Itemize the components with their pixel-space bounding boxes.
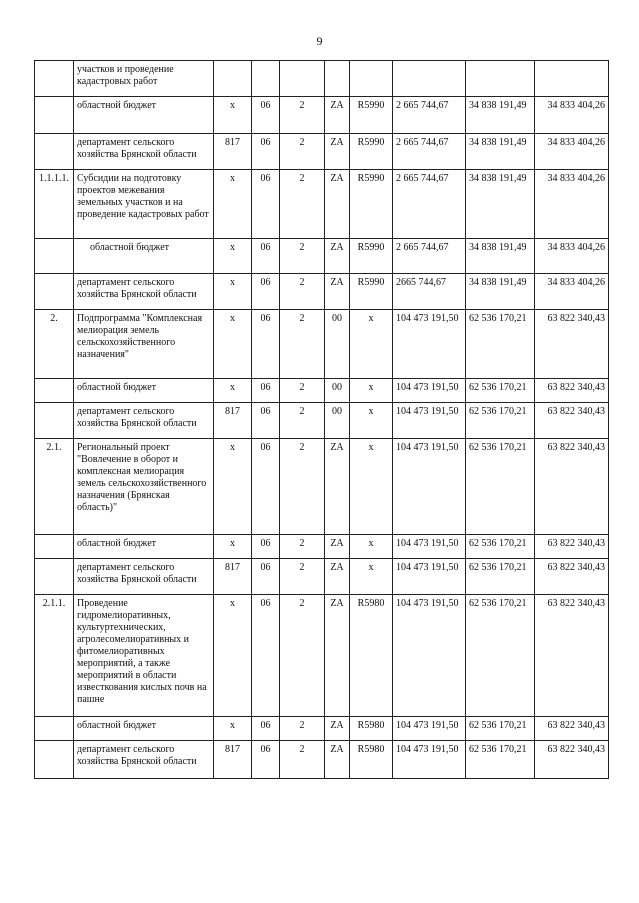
amount-cell-1 xyxy=(393,61,466,97)
amount-cell-2: 62 536 170,21 xyxy=(466,403,535,439)
code-cell-a xyxy=(214,61,252,97)
code-cell-a: x xyxy=(214,535,252,559)
row-number-cell xyxy=(35,717,74,741)
amount-cell-2: 34 838 191,49 xyxy=(466,239,535,274)
row-name-cell: департамент сельского хозяйства Брянской области xyxy=(74,403,214,439)
code-cell-e: x xyxy=(350,379,393,403)
amount-cell-3: 63 822 340,43 xyxy=(535,310,609,379)
code-cell-c: 2 xyxy=(280,741,325,779)
code-cell-d: 00 xyxy=(325,310,350,379)
amount-cell-3: 63 822 340,43 xyxy=(535,379,609,403)
amount-cell-1: 2 665 744,67 xyxy=(393,134,466,170)
code-cell-b: 06 xyxy=(252,439,280,535)
amount-cell-3: 34 833 404,26 xyxy=(535,134,609,170)
code-cell-b: 06 xyxy=(252,741,280,779)
code-cell-e: x xyxy=(350,535,393,559)
code-cell-d: ZA xyxy=(325,741,350,779)
table-row xyxy=(35,134,609,170)
row-number-cell xyxy=(35,379,74,403)
code-cell-a: x xyxy=(214,717,252,741)
code-cell-b: 06 xyxy=(252,239,280,274)
code-cell-a: x xyxy=(214,239,252,274)
amount-cell-2: 62 536 170,21 xyxy=(466,439,535,535)
table-row xyxy=(35,310,609,379)
code-cell-a: x xyxy=(214,595,252,717)
table-row xyxy=(35,741,609,779)
amount-cell-2 xyxy=(466,61,535,97)
code-cell-d: ZA xyxy=(325,170,350,239)
amount-cell-2: 62 536 170,21 xyxy=(466,310,535,379)
amount-cell-1: 104 473 191,50 xyxy=(393,535,466,559)
amount-cell-2: 62 536 170,21 xyxy=(466,595,535,717)
row-name-cell: областной бюджет xyxy=(74,535,214,559)
row-number-cell xyxy=(35,239,74,274)
code-cell-a: 817 xyxy=(214,741,252,779)
code-cell-d: ZA xyxy=(325,134,350,170)
amount-cell-1: 104 473 191,50 xyxy=(393,379,466,403)
row-name-cell: областной бюджет xyxy=(74,379,214,403)
amount-cell-3: 34 833 404,26 xyxy=(535,239,609,274)
row-name-cell: Подпрограмма "Комплексная мелиорация земель сельскохозяйственного назначения" xyxy=(74,310,214,379)
code-cell-a: x xyxy=(214,439,252,535)
row-name-cell: департамент сельского хозяйства Брянской области xyxy=(74,559,214,595)
row-number-cell: 2.1.1. xyxy=(35,595,74,717)
budget-table xyxy=(34,60,609,779)
code-cell-e: R5990 xyxy=(350,274,393,310)
code-cell-b: 06 xyxy=(252,170,280,239)
table-row xyxy=(35,595,609,717)
code-cell-d: ZA xyxy=(325,535,350,559)
code-cell-d: 00 xyxy=(325,403,350,439)
table-row xyxy=(35,239,609,274)
amount-cell-3: 63 822 340,43 xyxy=(535,595,609,717)
row-name-cell: департамент сельского хозяйства Брянской области xyxy=(74,741,214,779)
code-cell-b: 06 xyxy=(252,310,280,379)
amount-cell-3: 63 822 340,43 xyxy=(535,559,609,595)
table-row xyxy=(35,379,609,403)
amount-cell-1: 104 473 191,50 xyxy=(393,559,466,595)
amount-cell-3: 34 833 404,26 xyxy=(535,97,609,134)
code-cell-b: 06 xyxy=(252,403,280,439)
table-row xyxy=(35,97,609,134)
amount-cell-1: 2 665 744,67 xyxy=(393,97,466,134)
page-number: 9 xyxy=(316,34,323,48)
code-cell-a: 817 xyxy=(214,559,252,595)
code-cell-d: ZA xyxy=(325,439,350,535)
code-cell-e: x xyxy=(350,439,393,535)
row-name-cell: участков и проведение кадастровых работ xyxy=(74,61,214,97)
amount-cell-2: 62 536 170,21 xyxy=(466,741,535,779)
row-number-cell xyxy=(35,741,74,779)
amount-cell-3 xyxy=(535,61,609,97)
code-cell-c: 2 xyxy=(280,134,325,170)
row-name-cell: областной бюджет xyxy=(74,717,214,741)
amount-cell-2: 62 536 170,21 xyxy=(466,559,535,595)
row-number-cell xyxy=(35,61,74,97)
amount-cell-2: 62 536 170,21 xyxy=(466,717,535,741)
code-cell-c: 2 xyxy=(280,239,325,274)
code-cell-e xyxy=(350,61,393,97)
code-cell-c xyxy=(280,61,325,97)
amount-cell-3: 34 833 404,26 xyxy=(535,274,609,310)
row-name-cell: Проведение гидромелиоративных, культуртехнических, агролесомелиоративных и фитомелиоративных мероприятий, а также мероприятий в области известкования кислых почв на пашне xyxy=(74,595,214,717)
code-cell-c: 2 xyxy=(280,310,325,379)
row-number-cell xyxy=(35,559,74,595)
amount-cell-3: 63 822 340,43 xyxy=(535,403,609,439)
amount-cell-2: 62 536 170,21 xyxy=(466,379,535,403)
code-cell-d xyxy=(325,61,350,97)
code-cell-c: 2 xyxy=(280,274,325,310)
code-cell-e: R5980 xyxy=(350,595,393,717)
code-cell-b: 06 xyxy=(252,717,280,741)
amount-cell-3: 63 822 340,43 xyxy=(535,741,609,779)
amount-cell-1: 104 473 191,50 xyxy=(393,595,466,717)
code-cell-a: 817 xyxy=(214,403,252,439)
code-cell-c: 2 xyxy=(280,535,325,559)
row-number-cell xyxy=(35,134,74,170)
code-cell-a: x xyxy=(214,310,252,379)
amount-cell-1: 104 473 191,50 xyxy=(393,439,466,535)
amount-cell-2: 34 838 191,49 xyxy=(466,274,535,310)
table-row xyxy=(35,717,609,741)
table-row xyxy=(35,403,609,439)
code-cell-d: ZA xyxy=(325,97,350,134)
code-cell-b: 06 xyxy=(252,379,280,403)
code-cell-c: 2 xyxy=(280,717,325,741)
code-cell-b xyxy=(252,61,280,97)
amount-cell-3: 63 822 340,43 xyxy=(535,717,609,741)
amount-cell-2: 62 536 170,21 xyxy=(466,535,535,559)
row-number-cell: 2. xyxy=(35,310,74,379)
amount-cell-1: 104 473 191,50 xyxy=(393,717,466,741)
amount-cell-1: 104 473 191,50 xyxy=(393,310,466,379)
row-name-cell: Региональный проект "Вовлечение в оборот и комплексная мелиорация земель сельскохозяйственного назначения (Брянская область)" xyxy=(74,439,214,535)
amount-cell-3: 34 833 404,26 xyxy=(535,170,609,239)
code-cell-d: ZA xyxy=(325,559,350,595)
amount-cell-2: 34 838 191,49 xyxy=(466,97,535,134)
code-cell-a: x xyxy=(214,379,252,403)
code-cell-a: x xyxy=(214,274,252,310)
code-cell-c: 2 xyxy=(280,439,325,535)
code-cell-a: x xyxy=(214,170,252,239)
table-row xyxy=(35,535,609,559)
code-cell-e: x xyxy=(350,559,393,595)
table-row xyxy=(35,439,609,535)
amount-cell-1: 2665 744,67 xyxy=(393,274,466,310)
row-name-cell: областной бюджет xyxy=(74,97,214,134)
table-row xyxy=(35,274,609,310)
code-cell-e: R5980 xyxy=(350,741,393,779)
row-number-cell xyxy=(35,274,74,310)
row-number-cell: 1.1.1.1. xyxy=(35,170,74,239)
code-cell-e: R5990 xyxy=(350,239,393,274)
code-cell-c: 2 xyxy=(280,170,325,239)
table-row xyxy=(35,559,609,595)
row-number-cell xyxy=(35,403,74,439)
code-cell-a: x xyxy=(214,97,252,134)
amount-cell-3: 63 822 340,43 xyxy=(535,439,609,535)
code-cell-d: ZA xyxy=(325,717,350,741)
row-name-cell: департамент сельского хозяйства Брянской области xyxy=(74,134,214,170)
code-cell-e: R5980 xyxy=(350,717,393,741)
code-cell-c: 2 xyxy=(280,403,325,439)
amount-cell-1: 104 473 191,50 xyxy=(393,741,466,779)
code-cell-e: R5990 xyxy=(350,97,393,134)
row-name-cell: Субсидии на подготовку проектов межевания земельных участков и на проведение кадастровых работ xyxy=(74,170,214,239)
amount-cell-3: 63 822 340,43 xyxy=(535,535,609,559)
code-cell-e: x xyxy=(350,310,393,379)
amount-cell-1: 2 665 744,67 xyxy=(393,170,466,239)
row-number-cell: 2.1. xyxy=(35,439,74,535)
code-cell-d: 00 xyxy=(325,379,350,403)
row-number-cell xyxy=(35,535,74,559)
code-cell-e: x xyxy=(350,403,393,439)
row-name-cell: областной бюджет xyxy=(74,239,214,274)
code-cell-d: ZA xyxy=(325,239,350,274)
amount-cell-2: 34 838 191,49 xyxy=(466,134,535,170)
code-cell-a: 817 xyxy=(214,134,252,170)
table-row xyxy=(35,170,609,239)
row-number-cell xyxy=(35,97,74,134)
table-body xyxy=(35,61,609,779)
code-cell-b: 06 xyxy=(252,274,280,310)
code-cell-e: R5990 xyxy=(350,170,393,239)
code-cell-b: 06 xyxy=(252,97,280,134)
code-cell-d: ZA xyxy=(325,595,350,717)
code-cell-c: 2 xyxy=(280,559,325,595)
code-cell-b: 06 xyxy=(252,559,280,595)
code-cell-c: 2 xyxy=(280,595,325,717)
code-cell-d: ZA xyxy=(325,274,350,310)
code-cell-b: 06 xyxy=(252,595,280,717)
amount-cell-1: 104 473 191,50 xyxy=(393,403,466,439)
code-cell-e: R5990 xyxy=(350,134,393,170)
code-cell-b: 06 xyxy=(252,134,280,170)
amount-cell-2: 34 838 191,49 xyxy=(466,170,535,239)
row-name-cell: департамент сельского хозяйства Брянской области xyxy=(74,274,214,310)
table-row xyxy=(35,61,609,97)
code-cell-b: 06 xyxy=(252,535,280,559)
code-cell-c: 2 xyxy=(280,97,325,134)
amount-cell-1: 2 665 744,67 xyxy=(393,239,466,274)
code-cell-c: 2 xyxy=(280,379,325,403)
